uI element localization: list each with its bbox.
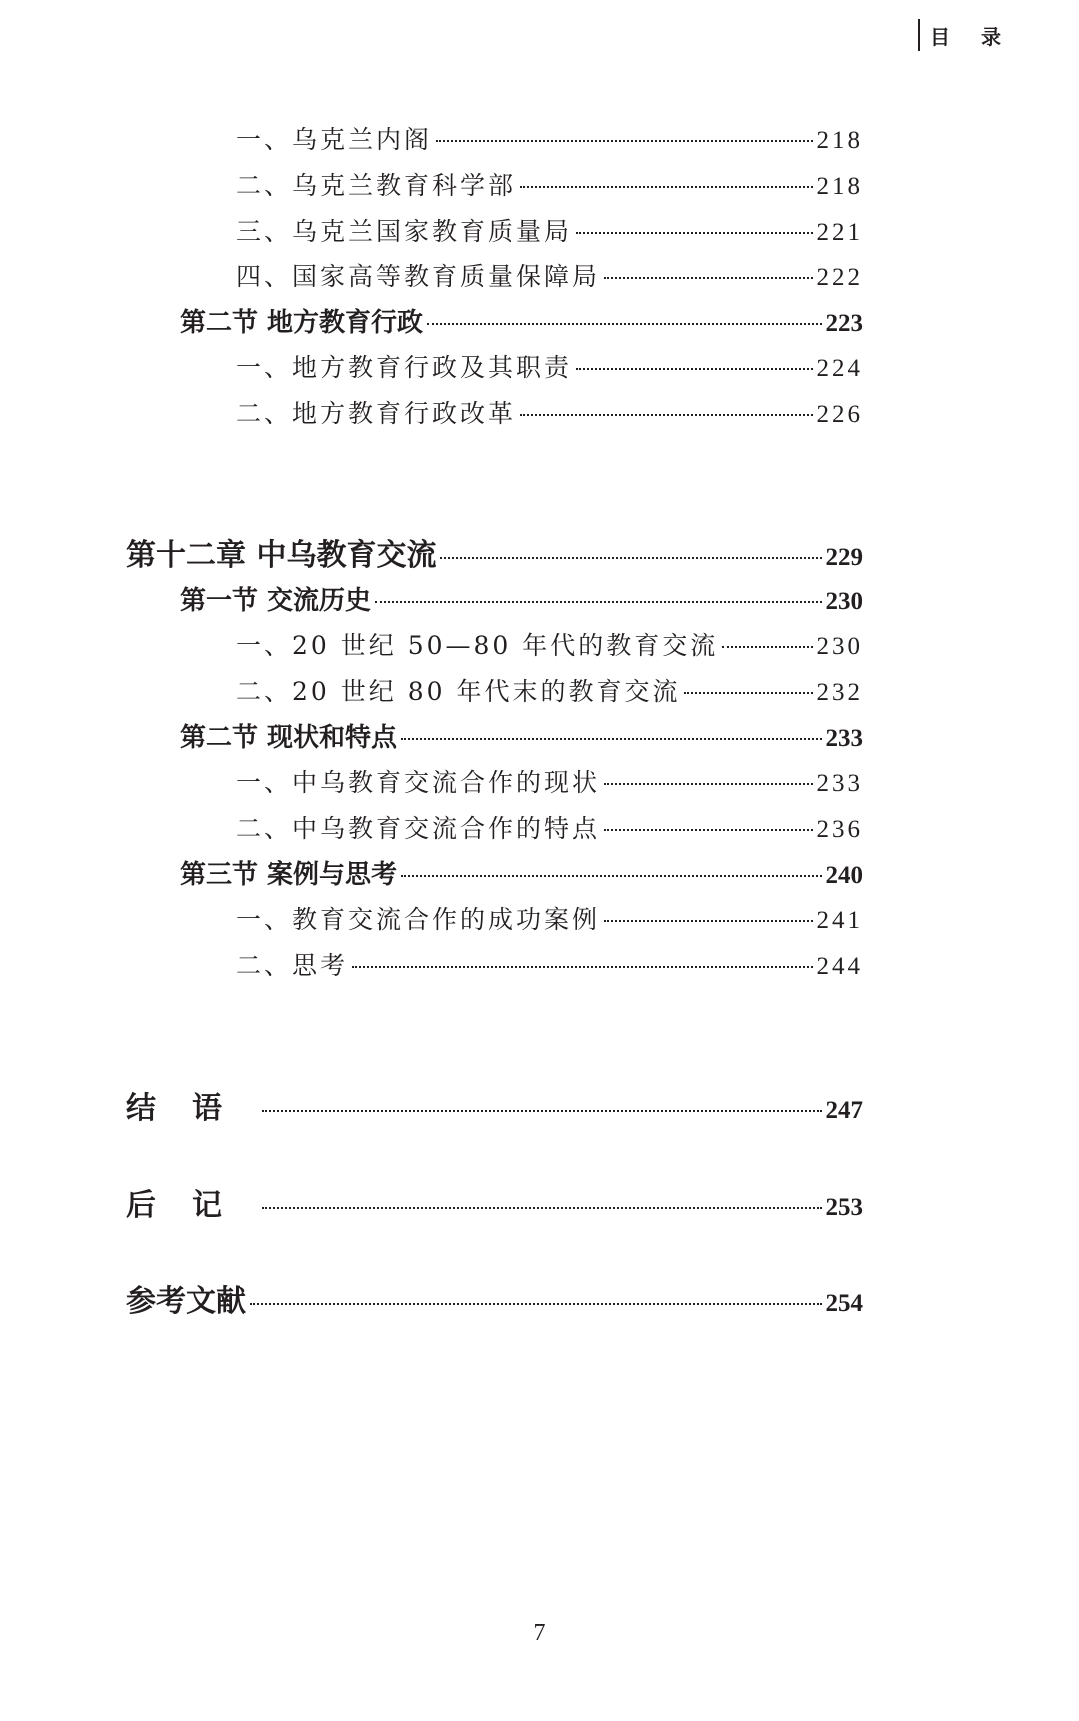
leader-dots <box>576 232 812 234</box>
header-title: 目 录 <box>930 24 1013 49</box>
toc-entry[interactable] <box>236 120 863 156</box>
toc-entry-label: 一、20 世纪 50—80 年代的教育交流 <box>236 631 719 660</box>
toc-entry-page: 254 <box>825 1290 863 1317</box>
toc-entry-page: 229 <box>825 544 863 571</box>
toc-entry-label: 一、中乌教育交流合作的现状 <box>236 768 601 797</box>
toc-entry-label: 第十二章 中乌教育交流 <box>126 538 437 573</box>
toc-entry-page: 233 <box>825 725 863 752</box>
toc-entry-page: 218 <box>816 173 863 200</box>
toc-entry[interactable] <box>236 626 863 662</box>
leader-dots <box>375 601 821 603</box>
toc-entry-page: 236 <box>816 816 863 843</box>
leader-dots <box>352 966 812 968</box>
leader-dots <box>604 829 812 831</box>
toc-chapter-entry[interactable] <box>126 1083 863 1127</box>
leader-dots <box>436 140 812 142</box>
leader-dots <box>401 738 821 740</box>
toc-entry-page: 232 <box>816 679 863 706</box>
page-number: 7 <box>533 1620 546 1646</box>
toc-entry-label: 结语 <box>126 1091 258 1126</box>
leader-dots <box>604 277 812 279</box>
toc-chapter-entry[interactable] <box>126 530 863 574</box>
toc-entry-label: 二、思考 <box>236 951 349 980</box>
toc-entry-label: 三、乌克兰国家教育质量局 <box>236 217 573 246</box>
toc-entry-page: 233 <box>816 770 863 797</box>
toc-section-entry[interactable] <box>180 717 863 754</box>
header-divider <box>918 19 920 51</box>
toc-entry-label: 一、地方教育行政及其职责 <box>236 353 573 382</box>
toc-entry-label: 一、乌克兰内阁 <box>236 125 433 154</box>
leader-dots <box>262 1207 822 1209</box>
toc-entry-page: 247 <box>825 1097 863 1124</box>
toc-entry-label: 第一节 交流历史 <box>180 586 372 616</box>
toc-entry[interactable] <box>236 394 863 430</box>
toc-entry-label: 二、中乌教育交流合作的特点 <box>236 814 601 843</box>
toc-entry-page: 218 <box>816 127 863 154</box>
toc-entry-label: 二、乌克兰教育科学部 <box>236 171 517 200</box>
toc-section-entry[interactable] <box>180 302 863 339</box>
leader-dots <box>401 875 821 877</box>
leader-dots <box>684 692 812 694</box>
toc-entry-label: 第二节 地方教育行政 <box>180 308 424 338</box>
toc-entry[interactable] <box>236 763 863 799</box>
toc-entry-label: 参考文献 <box>126 1284 246 1319</box>
toc-section-entry[interactable] <box>180 580 863 617</box>
leader-dots <box>604 783 812 785</box>
toc-entry[interactable] <box>236 900 863 936</box>
toc-entry[interactable] <box>236 257 863 293</box>
toc-entry[interactable] <box>236 212 863 248</box>
leader-dots <box>604 920 812 922</box>
toc-entry-page: 223 <box>825 310 863 337</box>
toc-entry-page: 224 <box>816 355 863 382</box>
toc-entry-page: 221 <box>816 219 863 246</box>
toc-entry-page: 253 <box>825 1194 863 1221</box>
toc-entry-page: 222 <box>816 264 863 291</box>
leader-dots <box>440 557 821 559</box>
toc-entry-label: 后记 <box>126 1188 258 1223</box>
leader-dots <box>250 1303 822 1305</box>
leader-dots <box>520 414 812 416</box>
leader-dots <box>722 646 812 648</box>
toc-entry[interactable] <box>236 946 863 982</box>
toc-entry-label: 二、地方教育行政改革 <box>236 399 517 428</box>
toc-entry-page: 241 <box>816 907 863 934</box>
toc-chapter-entry[interactable] <box>126 1180 863 1224</box>
leader-dots <box>262 1110 822 1112</box>
leader-dots <box>576 368 812 370</box>
toc-section-entry[interactable] <box>180 854 863 891</box>
toc-entry[interactable] <box>236 672 863 708</box>
toc-entry-page: 230 <box>825 588 863 615</box>
toc-entry-label: 第二节 现状和特点 <box>180 723 398 753</box>
running-header <box>918 18 1013 52</box>
toc-entry[interactable] <box>236 809 863 845</box>
toc-entry-label: 二、20 世纪 80 年代末的教育交流 <box>236 677 681 706</box>
toc-entry-page: 230 <box>816 633 863 660</box>
leader-dots <box>427 323 821 325</box>
toc-entry-page: 226 <box>816 401 863 428</box>
toc-entry-page: 244 <box>816 953 863 980</box>
leader-dots <box>520 186 812 188</box>
toc-entry-label: 第三节 案例与思考 <box>180 860 398 890</box>
toc-chapter-entry[interactable] <box>126 1276 863 1320</box>
toc-entry[interactable] <box>236 166 863 202</box>
toc-entry-label: 一、教育交流合作的成功案例 <box>236 905 601 934</box>
toc-entry-label: 四、国家高等教育质量保障局 <box>236 262 601 291</box>
toc-entry-page: 240 <box>825 862 863 889</box>
toc-entry[interactable] <box>236 348 863 384</box>
